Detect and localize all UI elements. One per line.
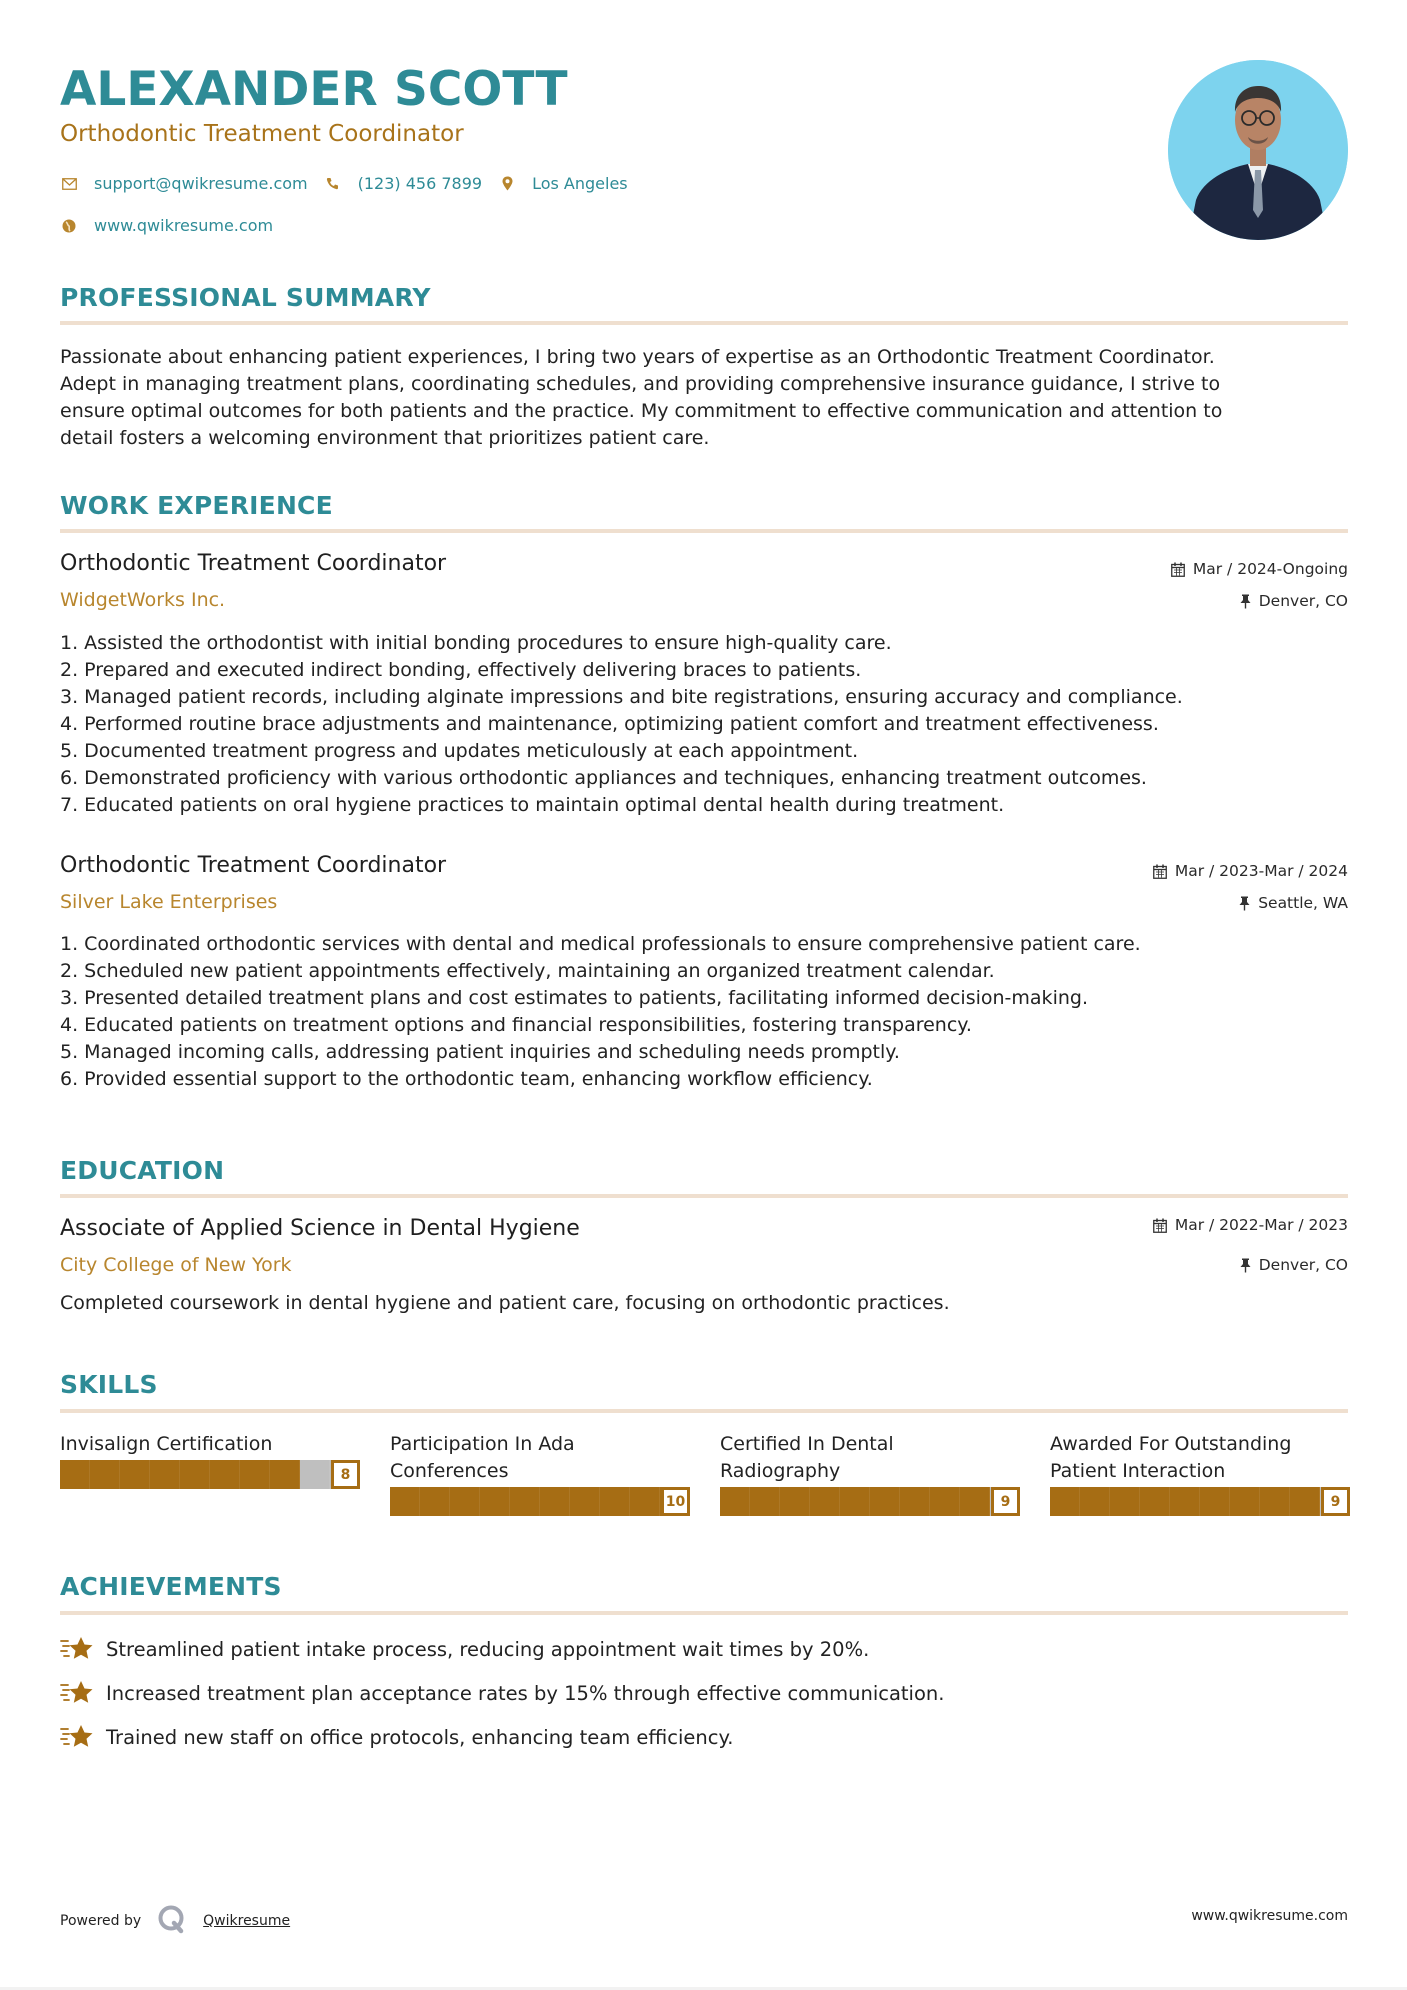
calendar-icon — [1171, 562, 1185, 577]
job-dates — [1153, 862, 1348, 880]
job-company: WidgetWorks Inc. — [60, 589, 226, 611]
skill-score-badge: 8 — [331, 1460, 360, 1489]
section-divider — [60, 1611, 1348, 1615]
section-title-skills: SKILLS — [60, 1370, 158, 1399]
contact-phone[interactable]: (123) 456 7899 — [357, 174, 483, 193]
section-divider — [60, 529, 1348, 533]
job-bullet: 6. Demonstrated proficiency with various orthodontic appliances and techniques, enhancing treatment outcomes. — [60, 767, 1147, 789]
section-title-summary: PROFESSIONAL SUMMARY — [60, 283, 431, 312]
job-bullets — [60, 931, 1350, 1093]
school-name: City College of New York — [60, 1254, 292, 1276]
skill-label: Invisalign Certification — [60, 1433, 273, 1455]
skill-label: Conferences — [390, 1460, 509, 1482]
shooting-star-icon — [60, 1634, 94, 1664]
footer-powered-by — [60, 1904, 290, 1938]
shooting-star-icon — [60, 1678, 94, 1708]
degree-title: Associate of Applied Science in Dental Hygiene — [60, 1216, 580, 1241]
skill-score-badge: 10 — [661, 1487, 690, 1516]
job-bullet: 5. Managed incoming calls, addressing patient inquiries and scheduling needs promptly. — [60, 1041, 900, 1063]
candidate-name: ALEXANDER SCOTT — [60, 62, 568, 117]
job-title: Orthodontic Treatment Coordinator — [60, 551, 447, 576]
footer-website[interactable]: www.qwikresume.com — [1191, 1908, 1348, 1924]
job-location-text: Denver, CO — [1258, 592, 1348, 610]
section-divider — [60, 1194, 1348, 1198]
person-portrait-icon — [1168, 60, 1348, 240]
skill-rating-bar — [720, 1487, 1020, 1516]
summary-line: Adept in managing treatment plans, coordinating schedules, and providing comprehensive insurance guidance, I strive to — [60, 373, 1221, 395]
summary-line: Passionate about enhancing patient experiences, I bring two years of expertise as an Orthodontic Treatment Coordinator. — [60, 346, 1215, 368]
calendar-icon — [1153, 1218, 1167, 1233]
skill-label: Patient Interaction — [1050, 1460, 1226, 1482]
profile-photo — [1168, 60, 1348, 240]
envelope-icon — [60, 175, 78, 193]
job-dates-text: Mar / 2024-Ongoing — [1192, 560, 1348, 578]
job-bullet: 4. Performed routine brace adjustments and maintenance, optimizing patient comfort and treatment effectiveness. — [60, 713, 1159, 735]
job-location-text: Seattle, WA — [1258, 894, 1348, 912]
job-bullet: 2. Scheduled new patient appointments effectively, maintaining an organized treatment calendar. — [60, 960, 995, 982]
job-title: Orthodontic Treatment Coordinator — [60, 853, 447, 878]
job-bullet: 3. Presented detailed treatment plans and cost estimates to patients, facilitating informed decision-making. — [60, 987, 1088, 1009]
job-bullet: 1. Assisted the orthodontist with initial bonding procedures to ensure high-quality care. — [60, 632, 892, 654]
contact-location: Los Angeles — [532, 174, 628, 193]
contact-email[interactable]: support@qwikresume.com — [94, 174, 308, 193]
skill-score-badge: 9 — [991, 1487, 1020, 1516]
job-company: Silver Lake Enterprises — [60, 891, 278, 913]
achievement-item — [60, 1722, 733, 1752]
education-dates-text: Mar / 2022-Mar / 2023 — [1174, 1216, 1348, 1234]
job-location — [1240, 592, 1348, 610]
job-bullet: 6. Provided essential support to the orthodontic team, enhancing workflow efficiency. — [60, 1068, 873, 1090]
shooting-star-icon — [60, 1722, 94, 1752]
achievement-text: Trained new staff on office protocols, enhancing team efficiency. — [106, 1725, 734, 1749]
calendar-icon — [1153, 864, 1167, 879]
skill-label: Participation In Ada — [390, 1433, 575, 1455]
pushpin-icon — [1240, 594, 1251, 609]
section-title-experience: WORK EXPERIENCE — [60, 491, 333, 520]
globe-icon — [60, 217, 78, 235]
phone-icon — [324, 175, 342, 193]
achievement-item — [60, 1678, 944, 1708]
contact-row — [60, 174, 644, 193]
pushpin-icon — [1240, 1258, 1251, 1273]
section-divider — [60, 321, 1348, 325]
summary-line: ensure optimal outcomes for both patients and the practice. My commitment to effective communication and attention to — [60, 400, 1223, 422]
skill-label: Certified In Dental — [720, 1433, 894, 1455]
education-location-text: Denver, CO — [1258, 1256, 1348, 1274]
job-bullet: 5. Documented treatment progress and updates meticulously at each appointment. — [60, 740, 859, 762]
job-bullet: 2. Prepared and executed indirect bonding, effectively delivering braces to patients. — [60, 659, 862, 681]
skill-label: Radiography — [720, 1460, 841, 1482]
section-title-achievements: ACHIEVEMENTS — [60, 1572, 282, 1601]
section-divider — [60, 1409, 1348, 1413]
contact-row-2 — [60, 216, 289, 235]
qwikresume-link[interactable]: Qwikresume — [203, 1913, 291, 1929]
education-description: Completed coursework in dental hygiene and patient care, focusing on orthodontic practices. — [60, 1292, 950, 1314]
contact-website[interactable]: www.qwikresume.com — [94, 216, 274, 235]
powered-by-label: Powered by — [60, 1913, 142, 1929]
skill-item — [390, 1431, 690, 1516]
job-bullet: 4. Educated patients on treatment options and financial responsibilities, fostering transparency. — [60, 1014, 972, 1036]
skill-item — [720, 1431, 1020, 1516]
education-dates — [1153, 1216, 1348, 1234]
job-bullet: 3. Managed patient records, including alginate impressions and bite registrations, ensuring accuracy and compliance. — [60, 686, 1183, 708]
summary-text — [60, 344, 1350, 452]
achievement-text: Increased treatment plan acceptance rates by 15% through effective communication. — [106, 1681, 945, 1705]
job-bullet: 1. Coordinated orthodontic services with dental and medical professionals to ensure comprehensive patient care. — [60, 933, 1141, 955]
achievement-item — [60, 1634, 869, 1664]
qwikresume-logo-icon — [157, 1904, 187, 1938]
achievement-text: Streamlined patient intake process, reducing appointment wait times by 20%. — [106, 1637, 870, 1661]
skill-score-badge: 9 — [1321, 1487, 1350, 1516]
job-dates-text: Mar / 2023-Mar / 2024 — [1174, 862, 1348, 880]
job-location — [1239, 894, 1348, 912]
skill-label: Awarded For Outstanding — [1050, 1433, 1292, 1455]
map-pin-icon — [498, 175, 516, 193]
job-dates — [1171, 560, 1348, 578]
candidate-title: Orthodontic Treatment Coordinator — [60, 121, 464, 147]
skill-item — [60, 1431, 360, 1489]
job-bullets — [60, 630, 1350, 819]
section-title-education: EDUCATION — [60, 1156, 225, 1185]
pushpin-icon — [1239, 896, 1250, 911]
job-bullet: 7. Educated patients on oral hygiene practices to maintain optimal dental health during treatment. — [60, 794, 1005, 816]
skill-rating-bar — [390, 1487, 690, 1516]
skill-rating-bar — [1050, 1487, 1350, 1516]
summary-line: detail fosters a welcoming environment that prioritizes patient care. — [60, 427, 710, 449]
education-location — [1240, 1256, 1348, 1274]
skill-rating-bar — [60, 1460, 360, 1489]
skill-item — [1050, 1431, 1350, 1516]
